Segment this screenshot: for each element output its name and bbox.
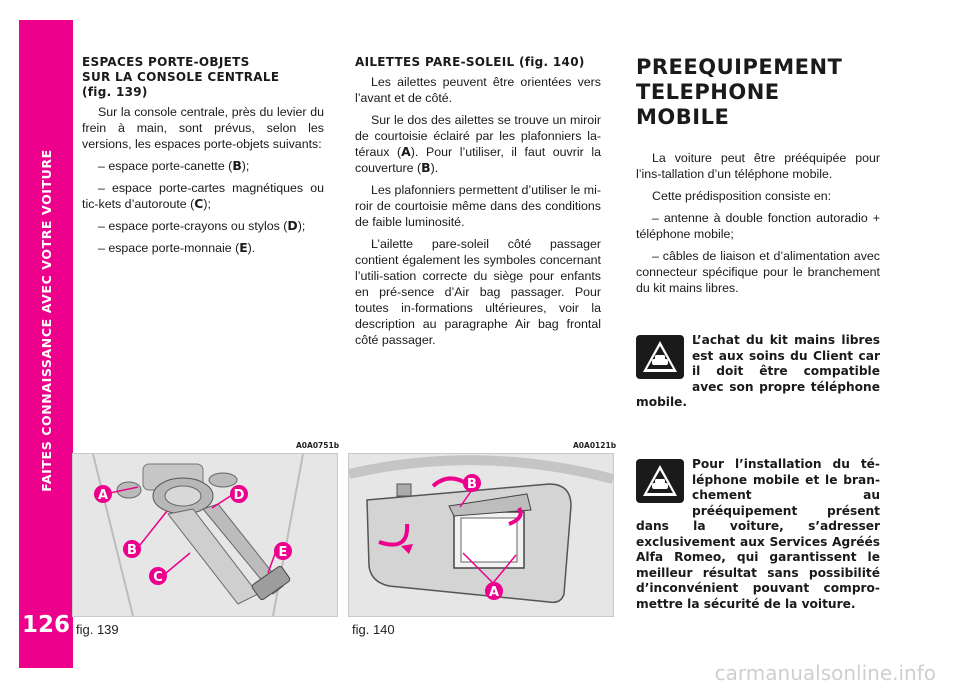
paragraph: Les plafonniers permettent d’utiliser le mi-roir de courtoisie même dans des conditions de faible luminosité. (355, 183, 601, 229)
watermark: carmanualsonline.info (714, 661, 936, 685)
ref-letter: A (401, 144, 411, 159)
warning-block-1 (636, 333, 880, 411)
warning-text: L’achat du kit mains libres est aux soins du Client car il doit être compatible avec son propre téléphone mobile. (636, 333, 880, 409)
page-number: 126 (21, 612, 70, 638)
label-D (230, 485, 248, 503)
svg-text:C: C (153, 570, 163, 585)
paragraph: – câbles de liaison et d’alimentation avec connecteur spécifique pour le branchement du kit mains libres. (636, 249, 880, 295)
paragraph: Sur le dos des ailettes se trouve un miroir de courtoisie éclairé par les plafonniers la-téraux (A). Pour l’utiliser, il faut ouvrir la couverture (B). (355, 113, 601, 175)
warning-block-2 (636, 457, 880, 612)
svg-text:B: B (467, 477, 477, 492)
section-title: PREEQUIPEMENT TELEPHONE MOBILE (636, 55, 843, 129)
section-heading (82, 55, 324, 100)
svg-text:A: A (488, 585, 500, 600)
ref-letter: E (239, 240, 248, 255)
list-item: – espace porte-cartes magnétiques ou tic-kets d’autoroute (C); (82, 181, 324, 211)
sidebar-title-wrap (19, 20, 73, 620)
warning-car-icon (636, 459, 684, 503)
heading-fig-ref: (fig. 140) (518, 55, 585, 69)
svg-text:E: E (278, 545, 288, 560)
figure-code: A0A0751b (296, 441, 340, 450)
paragraph: Cette prédisposition consiste en: (652, 189, 832, 203)
list-item: – espace porte-monnaie (E). (98, 240, 256, 255)
heading-fig-ref: (fig. 139) (82, 85, 148, 99)
label-C (149, 567, 167, 585)
svg-text:B: B (127, 543, 137, 558)
heading-text: AILETTES PARE-SOLEIL (355, 55, 515, 69)
warning-text: Pour l’installation du té-léphone mobile et le bran-chement au prééquipement présent dans la voiture, s’adresser exclusivement aux Services Agréés Alfa Romeo, qui garantissent le meilleur résultat sans possibilité d’inconvénient pouvant compro-mettre la sécurité de la voiture. (636, 457, 880, 611)
sidebar-title: FAITES CONNAISSANCE AVEC VOTRE VOITURE (38, 148, 54, 492)
label-B (463, 474, 481, 492)
svg-text:A: A (97, 488, 109, 503)
paragraph: Les ailettes peuvent être orientées vers l’avant et de côté. (355, 75, 601, 105)
list-item: – espace porte-crayons ou stylos (D); (98, 218, 306, 233)
column-sun-visors (355, 55, 601, 354)
label-E (274, 542, 292, 560)
column-phone (636, 55, 880, 302)
figure-caption: fig. 139 (76, 622, 119, 637)
label-A (94, 485, 112, 503)
svg-text:D: D (233, 488, 245, 503)
ref-letter: B (421, 160, 431, 175)
figure-code: A0A0121b (573, 441, 617, 450)
heading-line2: SUR LA CONSOLE CENTRALE (82, 70, 280, 84)
label-B (123, 540, 141, 558)
ref-letter: C (194, 196, 204, 211)
figure-caption: fig. 140 (352, 622, 395, 637)
paragraph: – antenne à double fonction autoradio + téléphone mobile; (636, 211, 880, 241)
list-item: – espace porte-canette (B); (98, 158, 250, 173)
warning-car-icon (636, 335, 684, 379)
column-console-storage (82, 55, 324, 262)
ref-letter: B (232, 158, 242, 173)
paragraph: Sur la console centrale, près du levier du frein à main, sont prévus, selon les versions, les espaces porte-objets suivants: (82, 105, 324, 151)
section-heading (355, 55, 601, 70)
ref-letter: D (287, 218, 298, 233)
heading-line1: ESPACES PORTE-OBJETS (82, 55, 250, 69)
label-A (485, 582, 503, 600)
paragraph: La voiture peut être prééquipée pour l’ins-tallation d’un téléphone mobile. (636, 151, 880, 181)
paragraph: L’ailette pare-soleil côté passager contient également les symboles concernant l’utili-sation correcte du siège pour enfants en pré-sence d’Air bag passager. Pour toutes in-formations ultérieures, voir la description au paragraphe Air bag frontal côté passager. (355, 237, 601, 347)
